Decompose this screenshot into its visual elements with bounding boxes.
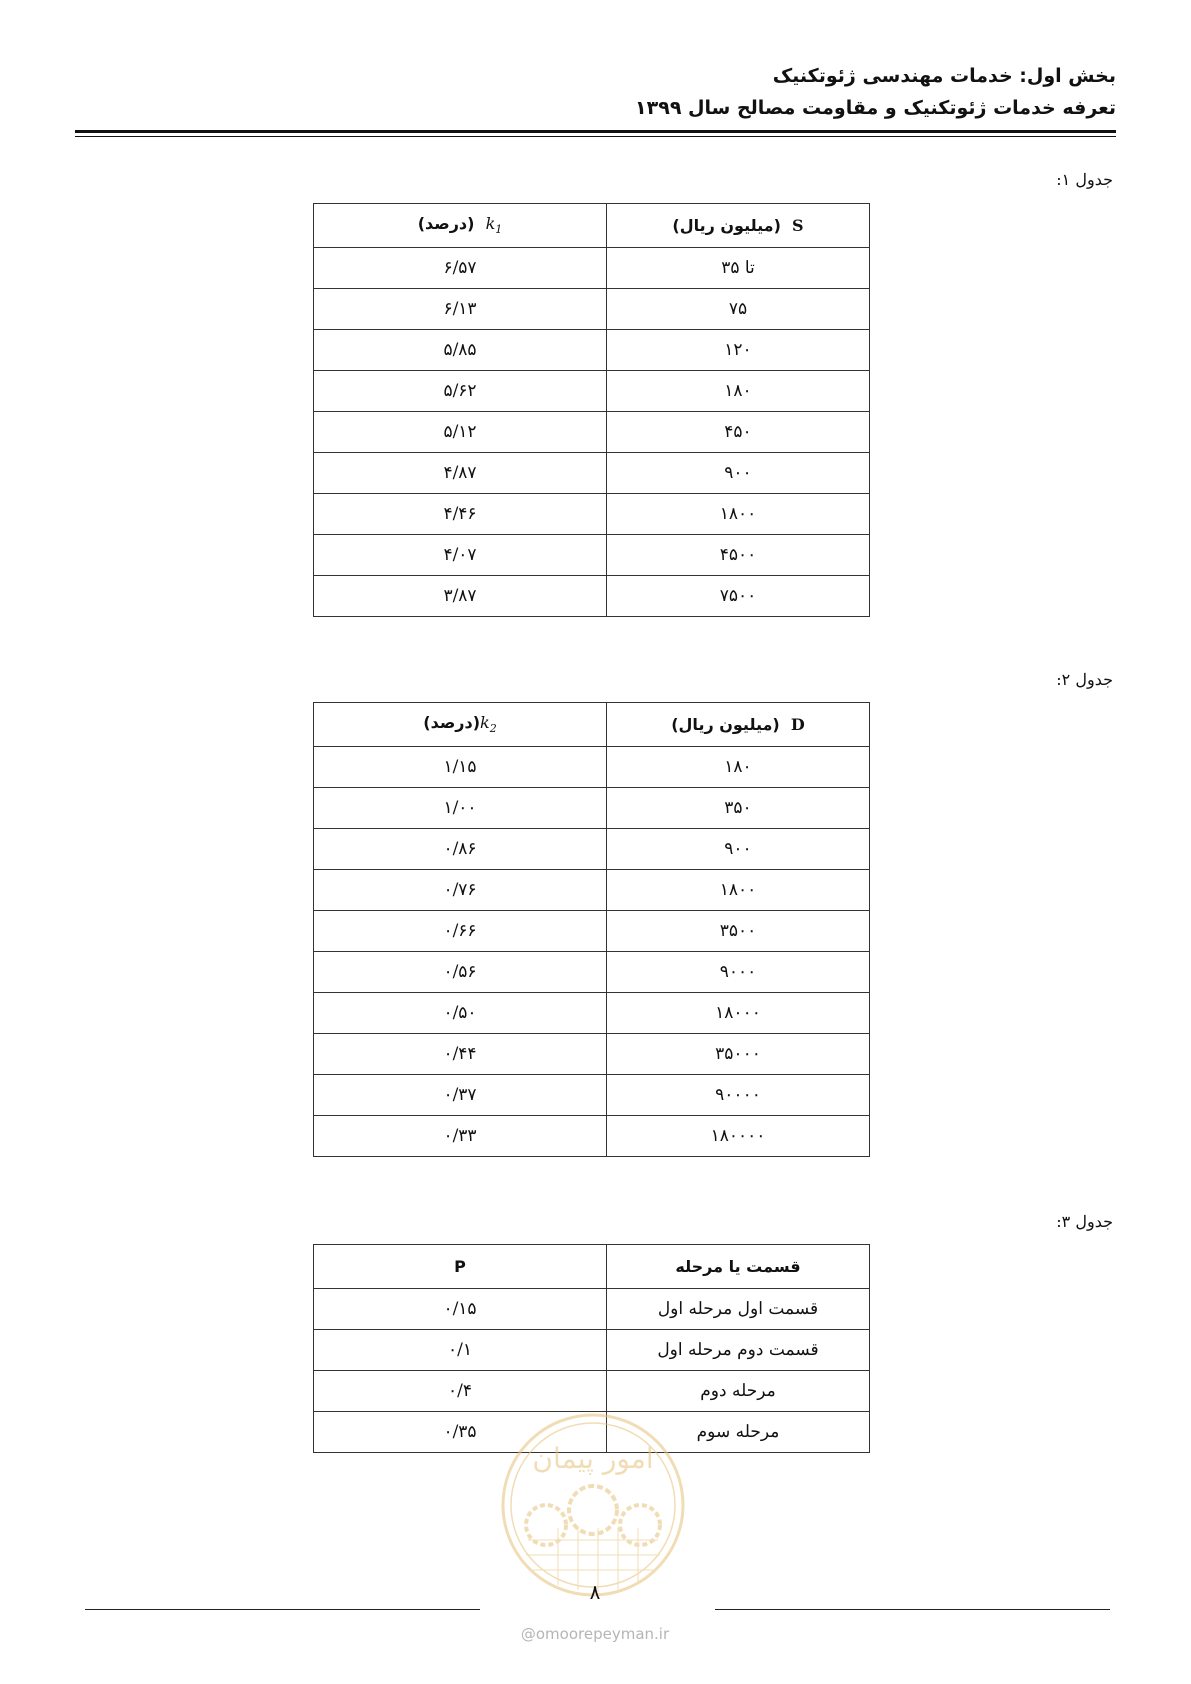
watermark-text: امور پیمان	[532, 1442, 654, 1475]
table-row	[314, 289, 870, 330]
table1-col-k1-symbol: $k_1$	[485, 214, 503, 237]
table2-col-d	[607, 703, 870, 747]
table-cell-value: ۰/۴	[314, 1371, 607, 1412]
table-cell-value: ۰/۶۶	[314, 911, 607, 952]
website-link[interactable]: omoorepeyman.ir	[535, 1625, 670, 1643]
table-cell-value: ۰/۳۷	[314, 1075, 607, 1116]
table-cell-key: ۹۰۰	[607, 829, 870, 870]
table-row	[314, 1330, 870, 1371]
table3-caption: جدول ۳:	[1056, 1212, 1113, 1231]
table1	[313, 203, 870, 617]
table2-col-d-symbol: D	[790, 715, 805, 734]
table-cell-value: ۰/۷۶	[314, 870, 607, 911]
table-row	[314, 829, 870, 870]
table-cell-key: ۳۵۰۰۰	[607, 1034, 870, 1075]
table-cell-key: قسمت دوم مرحله اول	[607, 1330, 870, 1371]
table-row	[314, 248, 870, 289]
table-row	[314, 330, 870, 371]
table-cell-key: مرحله دوم	[607, 1371, 870, 1412]
header-document-title: تعرفه خدمات ژئوتکنیک و مقاومت مصالح سال ۱۳۹۹	[635, 97, 1116, 119]
table-cell-value: ۶/۱۳	[314, 289, 607, 330]
table-cell-key: ۳۵۰۰	[607, 911, 870, 952]
table-row	[314, 788, 870, 829]
table2	[313, 702, 870, 1157]
table-row	[314, 453, 870, 494]
table-row	[314, 747, 870, 788]
footer-rule-right	[715, 1609, 1110, 1610]
table-row	[314, 1371, 870, 1412]
table-cell-value: ۵/۸۵	[314, 330, 607, 371]
table-cell-value: ۰/۳۵	[314, 1412, 607, 1453]
table1-col-s-unit: (میلیون ریال)	[672, 216, 781, 235]
table-row	[314, 576, 870, 617]
at-icon: @	[520, 1625, 536, 1643]
header-section-title: بخش اول: خدمات مهندسی ژئوتکنیک	[772, 65, 1116, 87]
table1-body	[314, 248, 870, 617]
page-number: ۸	[589, 1580, 601, 1604]
table-row	[314, 952, 870, 993]
table2-caption: جدول ۲:	[1056, 670, 1113, 689]
website-footer[interactable]	[505, 1625, 685, 1643]
table1-col-s-symbol: S	[792, 216, 804, 235]
table-row	[314, 535, 870, 576]
table-cell-value: ۱/۰۰	[314, 788, 607, 829]
table1-col-s	[607, 204, 870, 248]
table-cell-key: ۱۲۰	[607, 330, 870, 371]
table1-col-k1	[314, 204, 607, 248]
table-cell-value: ۴/۰۷	[314, 535, 607, 576]
table2-col-k2-symbol: $k_2$	[480, 713, 497, 736]
table-cell-value: ۶/۵۷	[314, 248, 607, 289]
table-cell-key: ۹۰۰	[607, 453, 870, 494]
header-rule-thick	[75, 130, 1116, 133]
table-cell-value: ۵/۱۲	[314, 412, 607, 453]
table-cell-key: ۱۸۰	[607, 371, 870, 412]
table3-header-row	[314, 1245, 870, 1289]
table3-col-p: P	[314, 1245, 607, 1289]
table-cell-key: ۴۵۰۰	[607, 535, 870, 576]
table1-caption: جدول ۱:	[1056, 170, 1113, 189]
table-cell-key: ۴۵۰	[607, 412, 870, 453]
table-row	[314, 494, 870, 535]
table-cell-key: ۷۵۰۰	[607, 576, 870, 617]
header-rule-thin	[75, 136, 1116, 137]
table2-col-d-unit: (میلیون ریال)	[671, 715, 780, 734]
table-cell-value: ۰/۸۶	[314, 829, 607, 870]
table-cell-key: مرحله سوم	[607, 1412, 870, 1453]
table-cell-value: ۴/۸۷	[314, 453, 607, 494]
table-row	[314, 870, 870, 911]
omoorepeyman-seal-icon	[498, 1410, 688, 1600]
footer-rule-left	[85, 1609, 480, 1610]
table-cell-key: تا ۳۵	[607, 248, 870, 289]
table-cell-value: ۱/۱۵	[314, 747, 607, 788]
table-cell-key: ۱۸۰۰	[607, 494, 870, 535]
table-cell-key: ۱۸۰۰۰	[607, 993, 870, 1034]
table-cell-value: ۰/۵۰	[314, 993, 607, 1034]
table-cell-key: ۱۸۰۰	[607, 870, 870, 911]
table1-header-row	[314, 204, 870, 248]
table-cell-value: ۳/۸۷	[314, 576, 607, 617]
table-cell-key: ۷۵	[607, 289, 870, 330]
table-row	[314, 371, 870, 412]
table-row	[314, 1034, 870, 1075]
table-cell-key: ۹۰۰۰	[607, 952, 870, 993]
table-cell-value: ۴/۴۶	[314, 494, 607, 535]
table-cell-key: ۳۵۰	[607, 788, 870, 829]
table1-col-k1-unit: (درصد)	[417, 214, 475, 234]
table-cell-value: ۰/۱۵	[314, 1289, 607, 1330]
table-cell-value: ۰/۵۶	[314, 952, 607, 993]
table-row	[314, 412, 870, 453]
table-cell-value: ۰/۱	[314, 1330, 607, 1371]
table2-col-k2	[314, 703, 607, 747]
table-cell-key: ۱۸۰	[607, 747, 870, 788]
table-row	[314, 1116, 870, 1157]
page-header	[635, 60, 1116, 124]
table-cell-value: ۵/۶۲	[314, 371, 607, 412]
table2-col-k2-unit: (درصد)	[423, 713, 481, 733]
table2-header-row	[314, 703, 870, 747]
table-row	[314, 1289, 870, 1330]
table-cell-key: ۹۰۰۰۰	[607, 1075, 870, 1116]
table-row	[314, 993, 870, 1034]
table-cell-key: ۱۸۰۰۰۰	[607, 1116, 870, 1157]
table-cell-key: قسمت اول مرحله اول	[607, 1289, 870, 1330]
table-row	[314, 911, 870, 952]
table2-body	[314, 747, 870, 1157]
table3-col-stage: قسمت یا مرحله	[607, 1245, 870, 1289]
table-row	[314, 1075, 870, 1116]
table-cell-value: ۰/۳۳	[314, 1116, 607, 1157]
table-cell-value: ۰/۴۴	[314, 1034, 607, 1075]
